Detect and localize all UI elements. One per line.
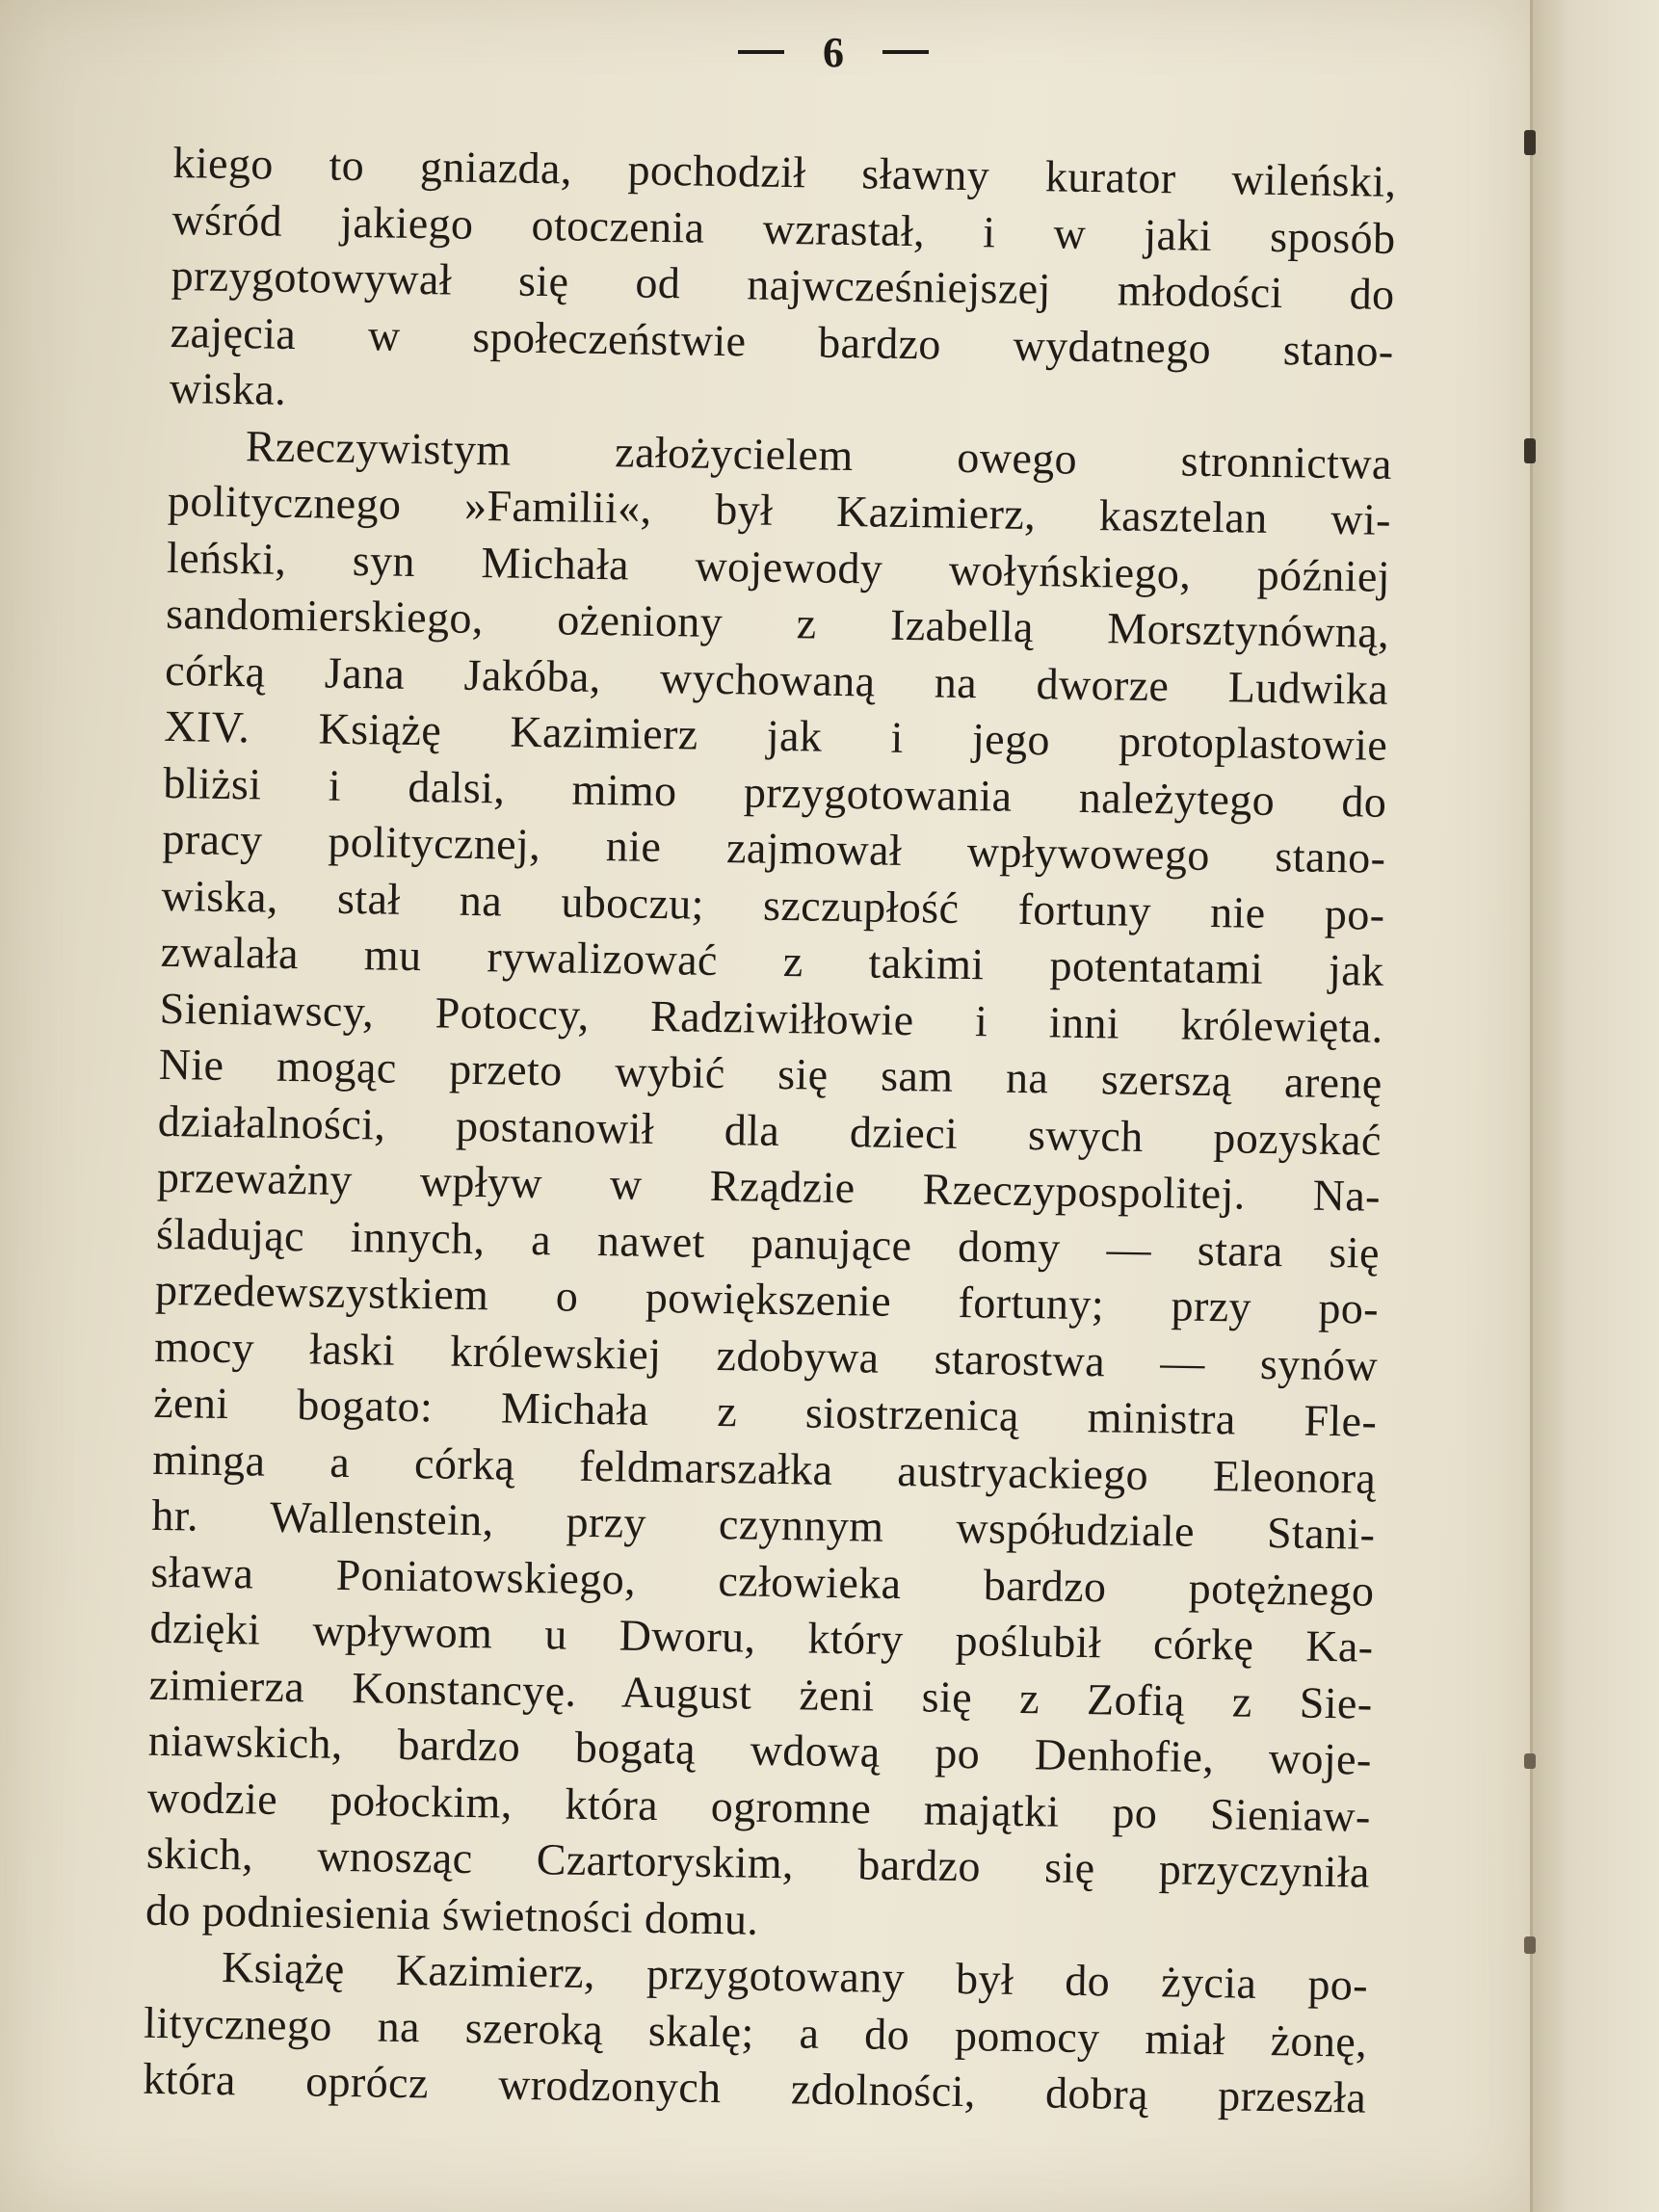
text-line: XIV. Książę Kazimierz jak i jego protoplastowie [163, 700, 1388, 770]
text-line: która oprócz wrodzonych zdolności, dobrą przeszła [142, 2053, 1367, 2122]
text-line: wiska, stał na uboczu; szczupłość fortuny nie po- [161, 870, 1385, 939]
text-line: wodzie połockim, która ogromne majątki po Sieniaw- [146, 1772, 1372, 1841]
binding-stitch [1524, 1753, 1536, 1769]
text-line: hr. Wallenstein, przy czynnym współudziale Stani- [151, 1489, 1376, 1559]
text-line: sława Poniatowskiego, człowieka bardzo potężnego [150, 1546, 1375, 1616]
text-line: do podniesienia świetności domu. [145, 1884, 759, 1944]
text-line: niawskich, bardzo bogatą wdową po Denhofie, woje- [147, 1715, 1373, 1784]
text-line: skich, wnosząc Czartoryskim, bardzo się przyczyniła [145, 1828, 1371, 1897]
text-line: bliżsi i dalsi, mimo przygotowania należytego do [163, 757, 1387, 827]
text-line: mocy łaski królewskiej zdobywa starostwa — synów [153, 1321, 1379, 1390]
text-line: litycznego na szeroką skalę; a do pomocy miał żonę, [143, 1997, 1368, 2067]
text-line: działalności, postanowił dla dzieci swych pozyskać [157, 1095, 1382, 1165]
text-line: pracy politycznej, nie zajmował wpływowego stano- [162, 813, 1386, 882]
text-line: zajęcia w społeczeństwie bardzo wydatnego stano- [170, 306, 1395, 376]
text-line: wśród jakiego otoczenia wzrastał, i w jaki sposób [171, 194, 1396, 263]
text-line: sandomierskiego, ożeniony z Izabellą Morsztynówną, [165, 588, 1390, 657]
text-line: zwalała mu rywalizować z takimi potentatami jak [160, 926, 1384, 995]
text-line: żeni bogato: Michała z siostrzenicą ministra Fle- [152, 1377, 1378, 1446]
text-line: Nie mogąc przeto wybić się sam na szerszą arenę [158, 1039, 1383, 1108]
binding-stitch [1524, 438, 1536, 463]
text-line: Sieniawscy, Potoccy, Radziwiłłowie i inni królewięta. [159, 983, 1384, 1052]
binding-stitch [1524, 1936, 1536, 1954]
body-text [143, 135, 1397, 2126]
header-dash-right [882, 50, 929, 54]
text-line: wiska. [169, 362, 287, 414]
binding-stitch [1524, 130, 1536, 155]
text-line: Rzeczywistym założycielem owego stronnictwa [245, 420, 1393, 488]
text-line: leński, syn Michała wojewody wołyńskiego, później [166, 532, 1391, 601]
text-line: Książę Kazimierz, przygotowany był do życia po- [221, 1942, 1369, 2010]
page-header [703, 23, 963, 81]
text-line: śladując innych, a nawet panujące domy — stara się [155, 1208, 1381, 1277]
text-line: dzięki wpływom u Dworu, który poślubił córkę Ka- [149, 1602, 1374, 1672]
text-line: politycznego »Familii«, był Kazimierz, kasztelan wi- [167, 475, 1392, 544]
adjacent-page-edge [1533, 0, 1659, 2212]
text-line: przygotowywał się od najwcześniejszej młodości do [171, 250, 1395, 319]
text-line: minga a córką feldmarszałka austryackiego Eleonorą [152, 1434, 1377, 1503]
text-line: przeważny wpływ w Rządzie Rzeczypospolitej. Na- [156, 1151, 1382, 1221]
text-line: córką Jana Jakóba, wychowaną na dworze Ludwika [164, 645, 1389, 714]
text-line: przedewszystkiem o powiększenie fortuny; przy po- [154, 1264, 1380, 1333]
page-number: 6 [823, 28, 844, 76]
header-dash-left [738, 50, 784, 54]
text-line: zimierza Konstancyę. August żeni się z Zofią z Sie- [148, 1659, 1373, 1728]
text-line: kiego to gniazda, pochodził sławny kurator wileński, [172, 137, 1397, 206]
